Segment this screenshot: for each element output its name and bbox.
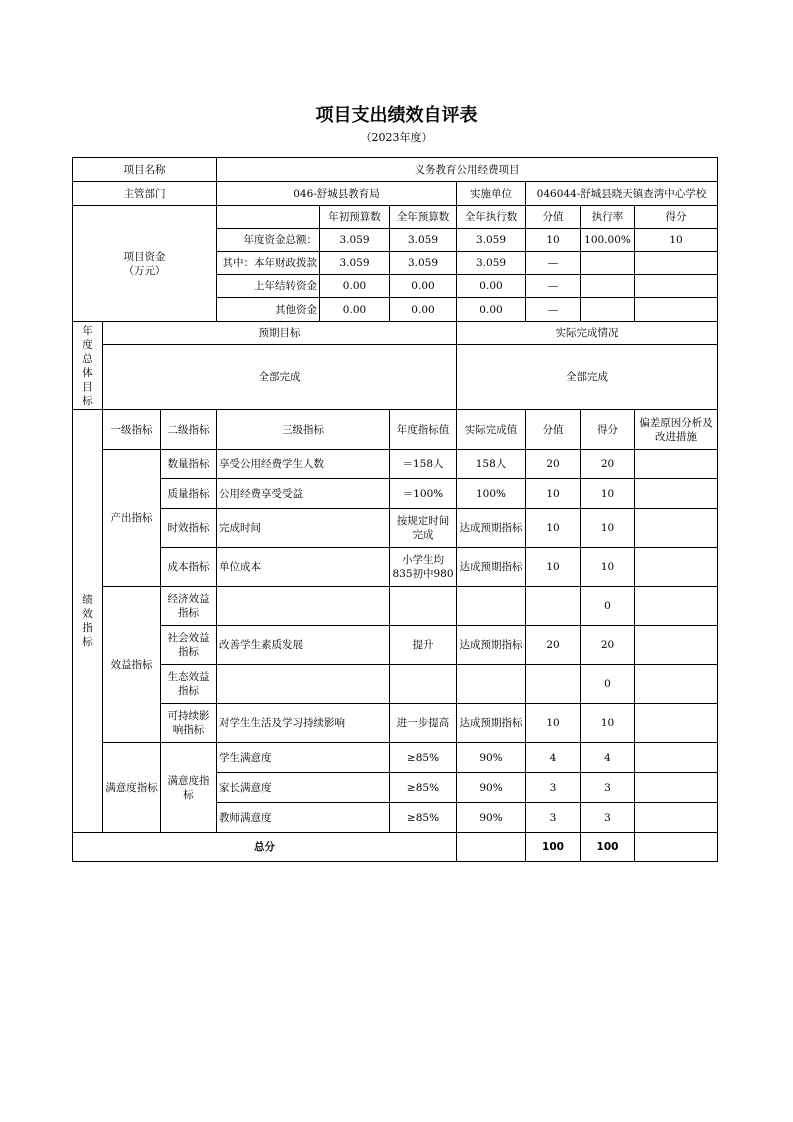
actual-cell: 90% [456,772,526,803]
note-cell [634,742,718,773]
dept-label: 主管部门 [72,181,217,206]
target-cell: 进一步提高 [389,703,457,743]
funds-cell [634,297,718,322]
funds-cell: 0.00 [456,274,526,298]
value-cell: 20 [525,449,581,479]
score-cell: 10 [580,508,635,548]
page-subtitle: （2023年度） [360,131,433,144]
funds-cell: — [525,251,581,275]
score-cell: 10 [580,703,635,743]
note-cell [634,802,718,833]
dept-value: 046-舒城县教育局 [216,181,457,206]
funds-cell: 3.059 [456,228,526,252]
score-cell: 4 [580,742,635,773]
total-score: 100 [580,832,635,862]
funds-cell: 10 [525,228,581,252]
score-cell: 3 [580,772,635,803]
actual-cell: 达成预期指标 [456,703,526,743]
score-cell: 10 [580,547,635,587]
level3-cell: 改善学生素质发展 [216,625,390,665]
perf-header-6: 得分 [580,409,635,450]
target-cell: 小学生均835初中980 [389,547,457,587]
funds-cell [634,251,718,275]
level2-cell: 社会效益指标 [160,625,217,665]
funds-cell: 0.00 [389,297,457,322]
funds-cell [580,297,635,322]
funds-row-label: 上年结转资金 [216,274,320,298]
goals-actual: 全部完成 [456,344,718,410]
funds-cell: 10 [634,228,718,252]
funds-row-label: 其中：本年财政拨款 [216,251,320,275]
level2-cell: 成本指标 [160,547,217,587]
score-cell: 0 [580,586,635,626]
value-cell [525,586,581,626]
actual-cell: 90% [456,742,526,773]
value-cell [525,664,581,704]
target-cell: 提升 [389,625,457,665]
actual-cell: 158人 [456,449,526,479]
target-cell [389,664,457,704]
funds-cell: 0.00 [456,297,526,322]
score-cell: 20 [580,625,635,665]
funds-cell: 3.059 [456,251,526,275]
target-cell: ＝100% [389,478,457,509]
actual-cell [456,664,526,704]
funds-cell: 0.00 [319,274,390,298]
level3-cell: 公用经费享受受益 [216,478,390,509]
project-name-label: 项目名称 [72,157,217,182]
note-cell [634,703,718,743]
funds-cell [580,274,635,298]
funds-col-header-5: 得分 [634,205,718,229]
level3-cell [216,586,390,626]
target-cell: ≥85% [389,802,457,833]
value-cell: 10 [525,703,581,743]
value-cell: 10 [525,547,581,587]
score-cell: 3 [580,802,635,833]
actual-cell: 100% [456,478,526,509]
target-cell: ≥85% [389,742,457,773]
perf-header-1: 二级指标 [160,409,217,450]
perf-header-3: 年度指标值 [389,409,457,450]
actual-cell: 达成预期指标 [456,625,526,665]
perf-header-2: 三级指标 [216,409,390,450]
funds-col-header-0: 年初预算数 [319,205,390,229]
note-cell [634,478,718,509]
level2-cell: 生态效益指标 [160,664,217,704]
level2-cell: 质量指标 [160,478,217,509]
funds-col-header-3: 分值 [525,205,581,229]
value-cell: 4 [525,742,581,773]
level2-satisfaction: 满意度指标 [160,742,217,833]
level2-cell: 经济效益指标 [160,586,217,626]
level3-cell: 享受公用经费学生人数 [216,449,390,479]
level1-satisfaction: 满意度指标 [102,742,161,833]
funds-cell [580,251,635,275]
funds-cell: 3.059 [319,228,390,252]
funds-col-header-1: 全年预算数 [389,205,457,229]
goals-actual-label: 实际完成情况 [456,321,718,345]
funds-cell: — [525,297,581,322]
target-cell: 按规定时间完成 [389,508,457,548]
note-cell [634,772,718,803]
actual-cell [456,586,526,626]
note-cell [634,547,718,587]
level2-cell: 数量指标 [160,449,217,479]
score-cell: 20 [580,449,635,479]
funds-cell: 3.059 [319,251,390,275]
goals-expected: 全部完成 [102,344,457,410]
funds-cell: — [525,274,581,298]
funds-cell: 0.00 [389,274,457,298]
perf-header-5: 分值 [525,409,581,450]
total-actual [456,832,526,862]
value-cell: 3 [525,802,581,833]
funds-cell: 0.00 [319,297,390,322]
score-cell: 10 [580,478,635,509]
perf-header-7: 偏差原因分析及改进措施 [634,409,718,450]
funds-cell [634,274,718,298]
actual-cell: 达成预期指标 [456,508,526,548]
level1-benefit: 效益指标 [102,586,161,743]
total-note [634,832,718,862]
funds-col-header-2: 全年执行数 [456,205,526,229]
target-cell: ≥85% [389,772,457,803]
level3-cell: 教师满意度 [216,802,390,833]
score-cell: 0 [580,664,635,704]
funds-row-label: 年度资金总额： [216,228,320,252]
perf-label: 绩效指标 [72,409,103,833]
target-cell [389,586,457,626]
funds-label: 项目资金 （万元） [72,205,217,322]
total-label: 总分 [72,832,457,862]
page-title: 项目支出绩效自评表 [315,105,478,126]
funds-col-header-4: 执行率 [580,205,635,229]
unit-label: 实施单位 [456,181,526,206]
value-cell: 20 [525,625,581,665]
funds-cell: 100.00% [580,228,635,252]
note-cell [634,664,718,704]
funds-blank-header [216,205,320,229]
level3-cell: 完成时间 [216,508,390,548]
project-name-value: 义务教育公用经费项目 [216,157,718,182]
level2-cell: 时效指标 [160,508,217,548]
note-cell [634,449,718,479]
note-cell [634,625,718,665]
actual-cell: 达成预期指标 [456,547,526,587]
level3-cell: 家长满意度 [216,772,390,803]
level3-cell: 学生满意度 [216,742,390,773]
level2-cell: 可持续影响指标 [160,703,217,743]
value-cell: 10 [525,478,581,509]
perf-header-4: 实际完成值 [456,409,526,450]
value-cell: 3 [525,772,581,803]
goals-expected-label: 预期目标 [102,321,457,345]
funds-cell: 3.059 [389,251,457,275]
goals-label: 年度总体目标 [72,321,103,410]
level3-cell: 对学生生活及学习持续影响 [216,703,390,743]
unit-value: 046044-舒城县晓天镇查湾中心学校 [525,181,718,206]
funds-row-label: 其他资金 [216,297,320,322]
funds-cell: 3.059 [389,228,457,252]
total-value: 100 [525,832,581,862]
level1-output: 产出指标 [102,449,161,587]
actual-cell: 90% [456,802,526,833]
level3-cell: 单位成本 [216,547,390,587]
level3-cell [216,664,390,704]
perf-header-0: 一级指标 [102,409,161,450]
note-cell [634,508,718,548]
note-cell [634,586,718,626]
target-cell: ＝158人 [389,449,457,479]
value-cell: 10 [525,508,581,548]
